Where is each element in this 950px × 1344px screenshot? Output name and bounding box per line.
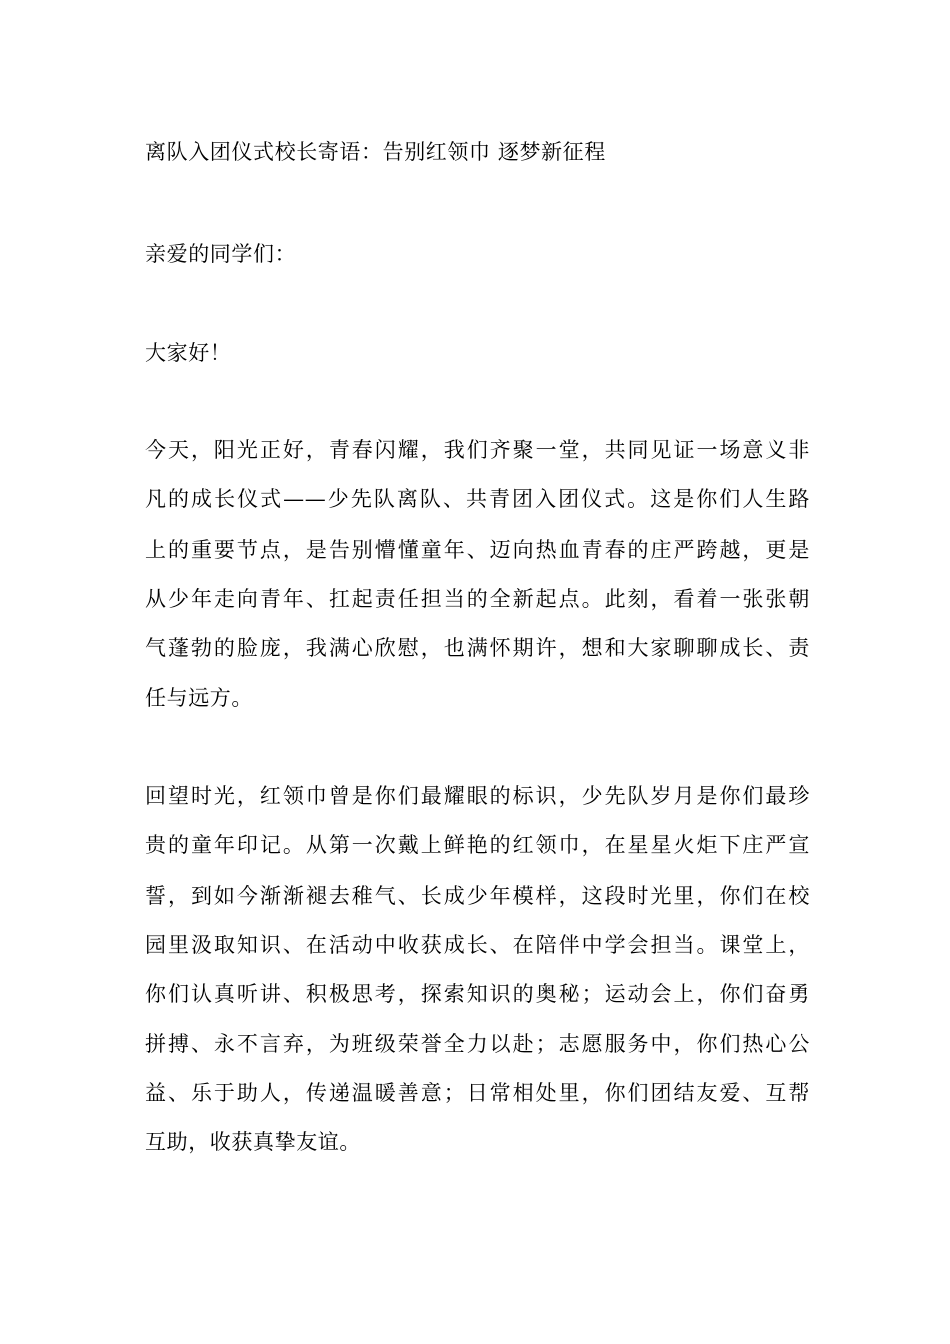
paragraph-line: 园里汲取知识、在活动中收获成长、在陪伴中学会担当。课堂上，	[145, 933, 810, 957]
paragraph-line: 任与远方。	[145, 686, 253, 710]
paragraph-line: 回望时光，红领巾曾是你们最耀眼的标识，少先队岁月是你们最珍	[145, 784, 810, 808]
paragraph-line: 凡的成长仪式——少先队离队、共青团入团仪式。这是你们人生路	[145, 487, 810, 511]
document-title: 离队入团仪式校长寄语：告别红领巾 逐梦新征程	[145, 140, 606, 164]
greeting: 亲爱的同学们：	[145, 242, 297, 266]
paragraph-line: 今天，阳光正好，青春闪耀，我们齐聚一堂，共同见证一场意义非	[145, 438, 810, 462]
paragraph-line: 从少年走向青年、扛起责任担当的全新起点。此刻，看着一张张朝	[145, 587, 810, 611]
paragraph-line: 气蓬勃的脸庞，我满心欣慰，也满怀期许，想和大家聊聊成长、责	[145, 636, 810, 660]
salutation: 大家好！	[145, 341, 232, 365]
paragraph-line: 贵的童年印记。从第一次戴上鲜艳的红领巾，在星星火炬下庄严宣	[145, 833, 810, 857]
paragraph-line: 誓，到如今渐渐褪去稚气、长成少年模样，这段时光里，你们在校	[145, 884, 810, 908]
paragraph-line: 益、乐于助人，传递温暖善意；日常相处里，你们团结友爱、互帮	[145, 1081, 810, 1105]
paragraph-line: 拼搏、永不言弃，为班级荣誉全力以赴；志愿服务中，你们热心公	[145, 1032, 810, 1056]
paragraph-line: 互助，收获真挚友谊。	[145, 1130, 361, 1154]
paragraph-line: 上的重要节点，是告别懵懂童年、迈向热血青春的庄严跨越，更是	[145, 538, 810, 562]
paragraph-line: 你们认真听讲、积极思考，探索知识的奥秘；运动会上，你们奋勇	[145, 982, 810, 1006]
